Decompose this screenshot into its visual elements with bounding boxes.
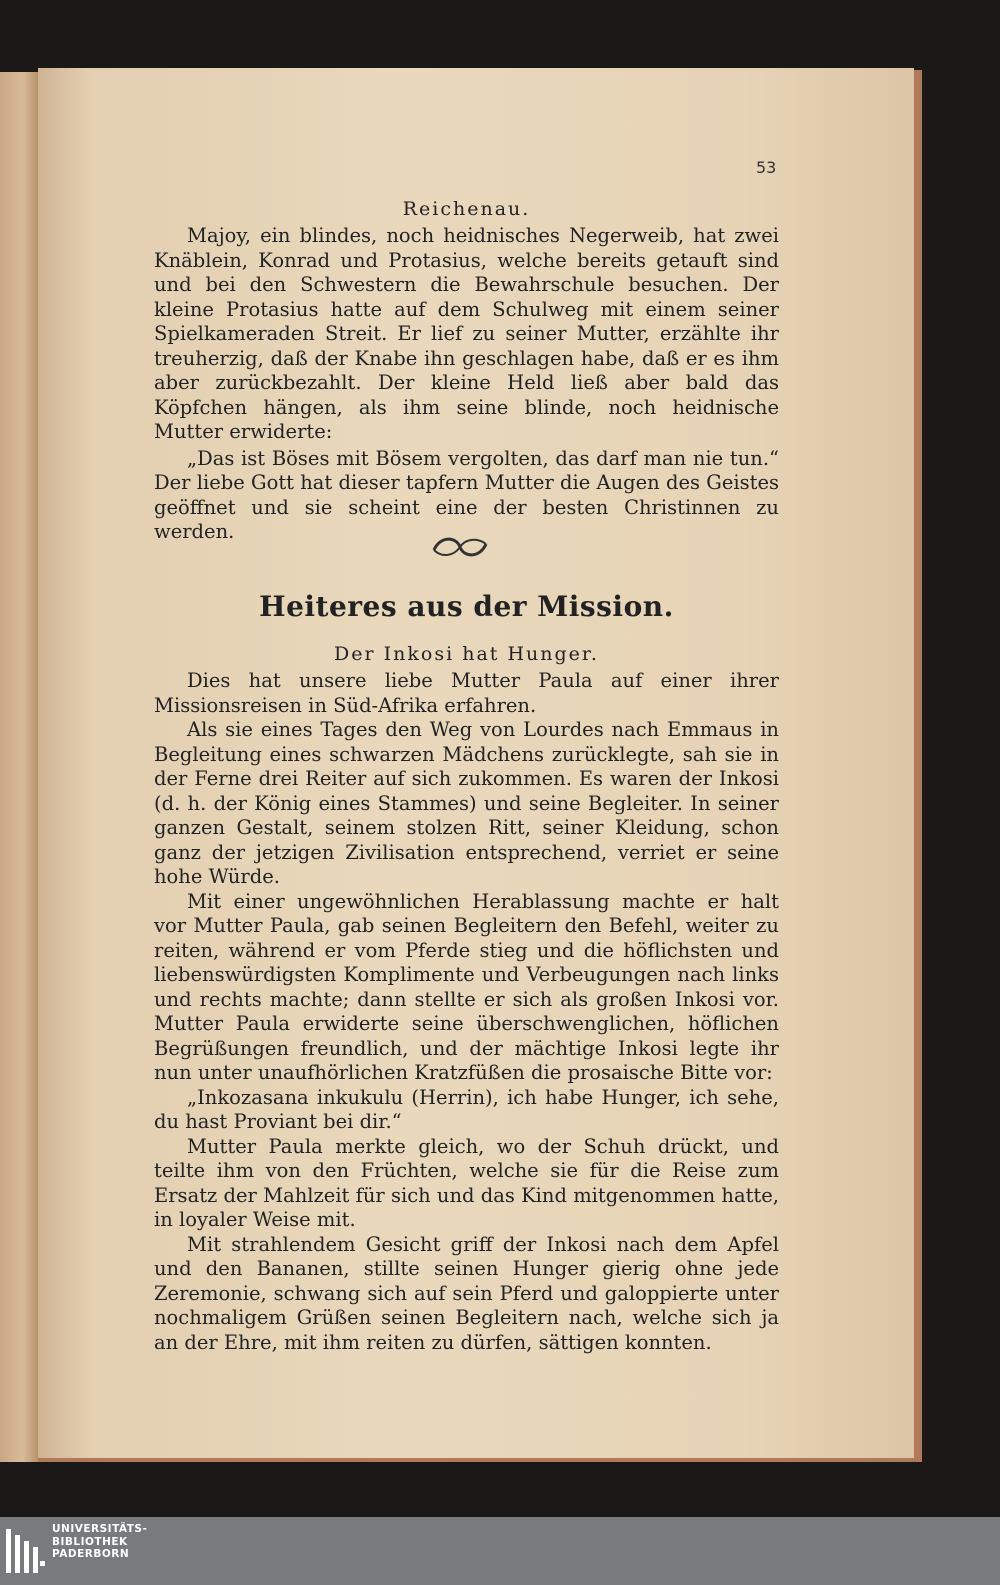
section-title: Reichenau. xyxy=(402,198,531,220)
ornament-icon xyxy=(430,532,490,562)
section-reichenau xyxy=(154,198,779,545)
page-number: 53 xyxy=(756,158,777,177)
paragraph: Majoy, ein blindes, noch heidnisches Negerweib, hat zwei Knäblein, Konrad und Protasius, welche bereits getauft sind und bei den Schwestern die Bewahrschule besuchen. Der kleine Protasius hatte auf dem Schulweg mit einem seiner Spielkameraden Streit. Er lief zu seiner Mutter, erzählte ihr treuherzig, daß der Knabe ihn geschlagen habe, daß er es ihm aber zurückbezahlt. Der kleine Held ließ aber bald das Köpfchen hängen, als ihm seine blinde, noch heidnische Mutter erwiderte: xyxy=(154,224,779,443)
main-heading: Heiteres aus der Mission. xyxy=(259,590,674,623)
paragraph: Dies hat unsere liebe Mutter Paula auf einer ihrer Missionsreisen in Süd-Afrika erfahren. xyxy=(154,669,779,717)
section-inkosi xyxy=(154,643,779,1355)
previous-page-edge xyxy=(0,72,38,1462)
library-logo-icon xyxy=(4,1521,48,1581)
paragraph: Mit einer ungewöhnlichen Herablassung machte er halt vor Mutter Paula, gab seinen Begleitern den Befehl, weiter zu reiten, während er vom Pferde stieg und die höflichsten und liebenswürdigsten Komplimente und Verbeugungen nach links und rechts machte; dann stellte er sich als großen Inkosi vor. Mutter Paula erwiderte seine überschwenglichen, höflichen Begrüßungen freundlich, und der mächtige Inkosi legte ihr nun unter unaufhörlichen Kratzfüßen die prosaische Bitte vor: xyxy=(154,889,779,1084)
book-page xyxy=(38,68,914,1458)
paragraph: „Das ist Böses mit Bösem vergolten, das darf man nie tun.“ Der liebe Gott hat dieser tapfern Mutter die Augen des Geistes geöffnet und sie scheint eine der besten Christinnen zu werden. xyxy=(154,446,779,543)
library-footer xyxy=(0,1517,1000,1585)
library-name-line: BIBLIOTHEK xyxy=(52,1535,128,1548)
paragraph: „Inkozasana inkukulu (Herrin), ich habe Hunger, ich sehe, du hast Proviant bei dir.“ xyxy=(154,1085,779,1133)
library-name-line: PADERBORN xyxy=(52,1548,130,1560)
library-name-line: UNIVERSITÄTS- xyxy=(52,1523,148,1535)
library-name xyxy=(52,1523,147,1561)
paragraph: Mutter Paula merkte gleich, wo der Schuh drückt, und teilte ihm von den Früchten, welche sie für die Reise zum Ersatz der Mahlzeit für sich und das Kind mitgenommen hatte, in loyaler Weise mit. xyxy=(154,1134,779,1231)
section-title: Der Inkosi hat Hunger. xyxy=(334,643,599,665)
paragraph: Mit strahlendem Gesicht griff der Inkosi nach dem Apfel und den Bananen, stillte seinen Hunger gierig ohne jede Zeremonie, schwang sich auf sein Pferd und galoppierte unter nochmaligem Grüßen seinen Begleitern nach, welche sich ja an der Ehre, mit ihm reiten zu dürfen, sättigen konnten. xyxy=(154,1232,779,1354)
paragraph: Als sie eines Tages den Weg von Lourdes nach Emmaus in Begleitung eines schwarzen Mädchens zurücklegte, sah sie in der Ferne drei Reiter auf sich zukommen. Es waren der Inkosi (d. h. der König eines Stammes) und seine Begleiter. In seiner ganzen Gestalt, seinem stolzen Ritt, seiner Kleidung, schon ganz der jetzigen Zivilisation entsprechend, verriet er seine hohe Würde. xyxy=(154,718,779,888)
